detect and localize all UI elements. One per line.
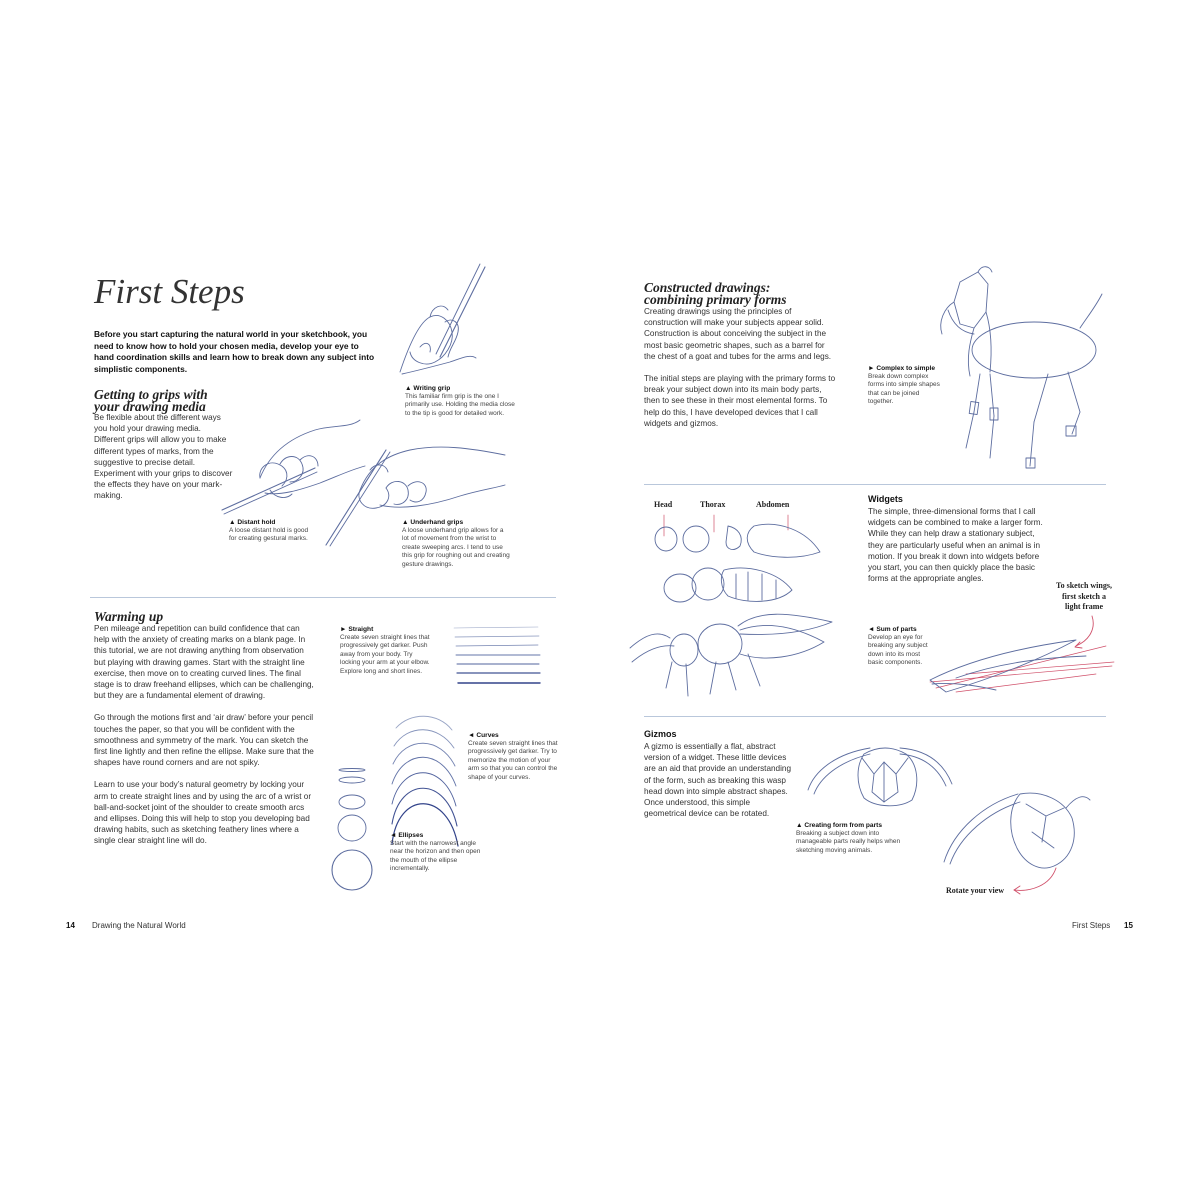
grips-body: Be flexible about the different ways you hold your drawing media. Different grips will allow you to make different types of marks, from the suggestive to precise detail. Experiment with your grips to discover the effects they have on your mark-making.	[94, 413, 233, 501]
grips-heading	[94, 389, 208, 413]
constructed-para1: Creating drawings using the principles of construction will make your subjects appear solid. Construction is about conceiving the subject in the most basic geometric shapes, such as a barrel for the chest of a goat and tubes for the arms and legs.	[644, 307, 832, 361]
running-footer-left: Drawing the Natural World	[92, 921, 186, 930]
label-head: Head	[654, 500, 673, 509]
underhand-grip-text: A loose underhand grip allows for a lot of movement from the wrist to create sweeping arcs. I tend to use this grip for roughing out and creating gesture drawings.	[402, 527, 510, 568]
wings-annotation-line3: light frame	[1065, 602, 1103, 611]
wings-annotation-line2: first sketch a	[1062, 591, 1106, 601]
warming-up-heading: Warming up	[94, 609, 164, 624]
grips-heading-line2: your drawing media	[94, 399, 206, 414]
warming-up-para3: Learn to use your body’s natural geometry by locking your arm to create straight lines and by using the arc of a wrist or ball-and-socket joint of the shoulder to create smooth arcs and ellipses. Doing this will help to stop you developing bad drawing habits, such as sketching feathery lines where a single clear straight line will do.	[94, 780, 312, 846]
wasp-widget-sketch	[628, 512, 834, 702]
wasp-head-gizmo-sketch	[804, 738, 1092, 884]
distant-hold-title: ▲ Distant hold	[229, 519, 276, 526]
grips-heading-line1: Getting to grips with	[94, 387, 208, 402]
sum-of-parts-text: Develop an eye for breaking any subject down into its most basic components.	[868, 634, 928, 667]
warming-up-body	[94, 623, 314, 858]
ellipses-caption	[390, 831, 482, 874]
curves-text: Create seven straight lines that progressively get darker. Try to memorize the motion of your arm so that you can control the shape of your curves.	[468, 740, 558, 781]
rotate-view-annotation: Rotate your view	[946, 886, 1005, 895]
section-divider-right-1	[644, 484, 1106, 485]
wings-annotation	[1044, 581, 1124, 613]
section-divider-right-2	[644, 716, 1106, 717]
sum-of-parts-title: ◄ Sum of parts	[868, 626, 917, 633]
warming-up-para1: Pen mileage and repetition can build confidence that can help with the anxiety of creating marks on a blank page. In this tutorial, we are not drawing anything from observation but playing with drawing games. Start with the straight line exercise, then move on to creating curved lines. The final stage is to draw freehand ellipses, which can be challenging, but they are a fundamental element of drawing.	[94, 624, 314, 701]
rotate-view-arrow	[1010, 864, 1060, 896]
constructed-para2: The initial steps are playing with the primary forms to break your subject down into its main body parts, then to see these in their most elemental forms. To help do this, I have developed devices that I call widgets and gizmos.	[644, 374, 836, 428]
constructed-heading-line2: combining primary forms	[644, 292, 787, 307]
complex-to-simple-text: Break down complex forms into simple shapes that can be joined together.	[868, 373, 940, 406]
creating-form-caption	[796, 821, 908, 855]
ellipses-text: Start with the narrowest angle near the horizon and then open the mouth of the ellipse incrementally.	[390, 840, 481, 873]
sum-of-parts-caption	[868, 625, 934, 668]
distant-hold-caption	[229, 518, 309, 544]
gizmos-heading: Gizmos	[644, 729, 677, 739]
straight-title: ► Straight	[340, 626, 374, 633]
gizmos-body: A gizmo is essentially a flat, abstract version of a widget. These little devices are an aid that provide an understanding of the form, such as breaking this wasp head down into simple abstract shapes. Once understood, this simple geometrical device can be rotated.	[644, 742, 792, 819]
warming-up-para2: Go through the motions first and ‘air draw’ before your pencil touches the paper, so that you will be confident with the smoothness and symmetry of the mark. You can sketch the first line lightly and then refine the ellipse. Make sure that the shapes have round corners and are not spiky.	[94, 713, 314, 768]
straight-text: Create seven straight lines that progressively get darker. Push away from your body. Try locking your arm at your elbow. Explore long and short lines.	[340, 634, 430, 675]
curves-sketch	[388, 708, 460, 848]
goat-construction-sketch	[930, 262, 1110, 474]
creating-form-text: Breaking a subject down into manageable parts really helps when sketching moving animals.	[796, 830, 901, 854]
constructed-body	[644, 306, 836, 440]
distant-hold-text: A loose distant hold is good for creating gestural marks.	[229, 527, 309, 543]
constructed-heading	[644, 282, 787, 306]
constructed-heading-line1: Constructed drawings:	[644, 280, 771, 295]
page-number-left: 14	[66, 921, 75, 930]
page-number-right: 15	[1124, 921, 1133, 930]
underhand-grip-title: ▲ Underhand grips	[402, 519, 464, 526]
ellipses-title: ◄ Ellipses	[390, 832, 424, 839]
running-footer-right: First Steps	[1072, 921, 1111, 930]
wings-annotation-line1: To sketch wings,	[1056, 581, 1112, 590]
writing-grip-caption	[405, 384, 520, 418]
intro-text: Before you start capturing the natural world in your sketchbook, you need to know how to hold your chosen media, develop your eye to hand coordination skills and learn how to break down any subject into simplistic components.	[94, 329, 375, 374]
label-thorax: Thorax	[700, 500, 726, 509]
wing-frame-sketch	[926, 634, 1116, 698]
widgets-body: The simple, three-dimensional forms that I call widgets can be combined to make a larger form. While they can help draw a stationary subject, they are particularly useful when an animal is in motion. If you break it down into widgets before you start, you can then quickly place the basic forms at the appropriate angles.	[868, 507, 1043, 584]
curves-caption	[468, 731, 560, 782]
ellipses-sketch	[326, 766, 378, 894]
widgets-heading: Widgets	[868, 494, 903, 504]
curves-title: ◄ Curves	[468, 732, 499, 739]
hand-writing-grip-sketch	[390, 262, 500, 382]
section-divider-left	[90, 597, 556, 598]
label-abdomen: Abdomen	[756, 500, 790, 509]
writing-grip-text: This familiar firm grip is the one I primarily use. Holding the media close to the tip is good for detailed work.	[405, 393, 515, 417]
page-title: First Steps	[94, 272, 245, 311]
straight-caption	[340, 625, 432, 676]
straight-lines-sketch	[452, 624, 542, 690]
complex-to-simple-title: ► Complex to simple	[868, 365, 935, 372]
underhand-grip-caption	[402, 518, 512, 569]
writing-grip-title: ▲ Writing grip	[405, 385, 451, 392]
creating-form-title: ▲ Creating form from parts	[796, 822, 883, 829]
